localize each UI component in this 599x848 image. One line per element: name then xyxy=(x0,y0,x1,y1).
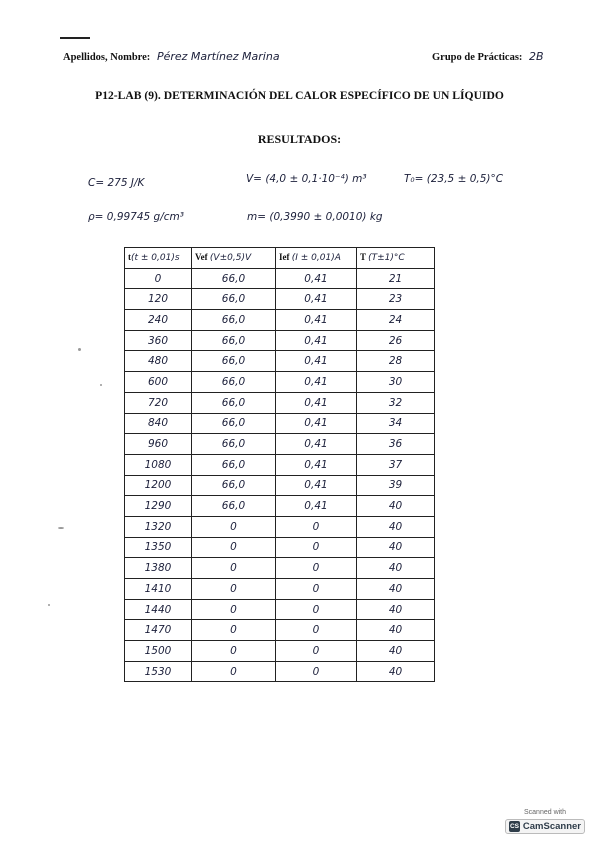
name-label: Apellidos, Nombre: xyxy=(63,52,151,63)
current-cell: 0,41 xyxy=(276,413,357,434)
time-cell: 480 xyxy=(125,351,192,372)
table-row xyxy=(125,392,435,413)
current-cell: 0,41 xyxy=(276,434,357,455)
current-cell: 0,41 xyxy=(276,475,357,496)
voltage-cell: 0 xyxy=(192,599,276,620)
top-margin-line xyxy=(60,37,90,39)
time-cell: 120 xyxy=(125,289,192,310)
temperature-cell: 23 xyxy=(357,289,435,310)
voltage-cell: 0 xyxy=(192,558,276,579)
camscanner-brand: CamScanner xyxy=(522,821,581,832)
header-current-sym: Ief xyxy=(279,252,290,263)
voltage-cell: 66,0 xyxy=(192,289,276,310)
table-row xyxy=(125,434,435,455)
current-cell: 0,41 xyxy=(276,310,357,331)
time-cell: 0 xyxy=(125,268,192,289)
current-cell: 0 xyxy=(276,558,357,579)
current-cell: 0 xyxy=(276,620,357,641)
scan-speck xyxy=(78,348,81,351)
current-cell: 0 xyxy=(276,579,357,600)
table-header-row xyxy=(125,248,435,269)
table-row xyxy=(125,268,435,289)
voltage-cell: 0 xyxy=(192,641,276,662)
time-cell: 840 xyxy=(125,413,192,434)
time-cell: 1410 xyxy=(125,579,192,600)
page-title: P12-LAB (9). DETERMINACIÓN DEL CALOR ESPECÍFICO DE UN LÍQUIDO xyxy=(95,89,504,102)
temperature-cell: 28 xyxy=(357,351,435,372)
header-current-unit: (I ± 0,01)A xyxy=(291,253,341,264)
current-cell: 0,41 xyxy=(276,454,357,475)
table-row xyxy=(125,661,435,682)
voltage-cell: 66,0 xyxy=(192,392,276,413)
scanned-with-text: Scanned with xyxy=(523,809,567,816)
header-temperature-unit: (T±1)°C xyxy=(368,253,405,264)
results-table xyxy=(124,247,435,682)
temperature-cell: 24 xyxy=(357,310,435,331)
table-row xyxy=(125,310,435,331)
time-cell: 720 xyxy=(125,392,192,413)
table-row xyxy=(125,475,435,496)
time-cell: 1470 xyxy=(125,620,192,641)
table-row xyxy=(125,289,435,310)
volume-value: V= (4,0 ± 0,1·10⁻⁴) m³ xyxy=(246,173,367,185)
group-value: 2B xyxy=(529,50,544,63)
table-row xyxy=(125,558,435,579)
header-time-unit: (t ± 0,01)s xyxy=(131,253,180,264)
results-heading: RESULTADOS: xyxy=(257,132,342,146)
current-cell: 0,41 xyxy=(276,372,357,393)
table-row xyxy=(125,537,435,558)
voltage-cell: 66,0 xyxy=(192,413,276,434)
time-cell: 960 xyxy=(125,434,192,455)
camscanner-badge xyxy=(505,819,585,834)
temperature-cell: 26 xyxy=(357,330,435,351)
temperature-cell: 40 xyxy=(357,579,435,600)
temperature-cell: 40 xyxy=(357,661,435,682)
time-cell: 1500 xyxy=(125,641,192,662)
camscanner-watermark xyxy=(505,809,585,839)
camscanner-logo-icon: CS xyxy=(509,823,519,830)
temperature-cell: 40 xyxy=(357,599,435,620)
voltage-cell: 0 xyxy=(192,516,276,537)
temperature-cell: 32 xyxy=(357,392,435,413)
current-cell: 0,41 xyxy=(276,351,357,372)
voltage-cell: 66,0 xyxy=(192,268,276,289)
voltage-cell: 66,0 xyxy=(192,454,276,475)
heat-capacity-value: C= 275 J/K xyxy=(88,177,145,189)
header-time-sym: t xyxy=(128,252,131,263)
scan-speck xyxy=(58,527,64,529)
voltage-cell: 0 xyxy=(192,579,276,600)
temperature-cell: 40 xyxy=(357,496,435,517)
table-body xyxy=(125,268,435,682)
table-row xyxy=(125,351,435,372)
table-row xyxy=(125,496,435,517)
table-row xyxy=(125,413,435,434)
scan-speck xyxy=(48,604,50,606)
current-cell: 0 xyxy=(276,599,357,620)
temperature-cell: 39 xyxy=(357,475,435,496)
voltage-cell: 66,0 xyxy=(192,330,276,351)
current-cell: 0 xyxy=(276,661,357,682)
current-cell: 0,41 xyxy=(276,392,357,413)
current-cell: 0,41 xyxy=(276,496,357,517)
table-row xyxy=(125,641,435,662)
temperature-cell: 40 xyxy=(357,620,435,641)
time-cell: 1290 xyxy=(125,496,192,517)
current-cell: 0 xyxy=(276,516,357,537)
voltage-cell: 66,0 xyxy=(192,310,276,331)
current-cell: 0 xyxy=(276,641,357,662)
header-temperature-sym: T xyxy=(360,252,366,263)
current-cell: 0,41 xyxy=(276,289,357,310)
time-cell: 1080 xyxy=(125,454,192,475)
table-row xyxy=(125,620,435,641)
name-value: Pérez Martínez Marina xyxy=(156,50,280,63)
header-voltage xyxy=(192,248,276,269)
temperature-cell: 36 xyxy=(357,434,435,455)
temperature-cell: 34 xyxy=(357,413,435,434)
header-voltage-unit: (V±0,5)V xyxy=(209,253,252,264)
current-cell: 0,41 xyxy=(276,330,357,351)
temperature-cell: 40 xyxy=(357,641,435,662)
time-cell: 1320 xyxy=(125,516,192,537)
header-voltage-sym: Vef xyxy=(195,252,208,263)
mass-value: m= (0,3990 ± 0,0010) kg xyxy=(247,211,383,223)
voltage-cell: 0 xyxy=(192,661,276,682)
group-field xyxy=(432,50,544,63)
temperature-cell: 37 xyxy=(357,454,435,475)
temperature-cell: 40 xyxy=(357,558,435,579)
voltage-cell: 66,0 xyxy=(192,496,276,517)
temperature-cell: 40 xyxy=(357,537,435,558)
group-label: Grupo de Prácticas: xyxy=(432,52,523,63)
voltage-cell: 66,0 xyxy=(192,434,276,455)
voltage-cell: 0 xyxy=(192,620,276,641)
voltage-cell: 66,0 xyxy=(192,475,276,496)
table-row xyxy=(125,516,435,537)
table-row xyxy=(125,372,435,393)
header-temperature xyxy=(357,248,435,269)
voltage-cell: 66,0 xyxy=(192,351,276,372)
current-cell: 0,41 xyxy=(276,268,357,289)
initial-temperature-value: T₀= (23,5 ± 0,5)°C xyxy=(404,173,504,185)
table-row xyxy=(125,579,435,600)
header-time xyxy=(125,248,192,269)
table-row xyxy=(125,599,435,620)
density-value: ρ= 0,99745 g/cm³ xyxy=(88,211,184,223)
header-current xyxy=(276,248,357,269)
time-cell: 1200 xyxy=(125,475,192,496)
scan-speck xyxy=(100,384,102,386)
time-cell: 1350 xyxy=(125,537,192,558)
time-cell: 1530 xyxy=(125,661,192,682)
time-cell: 1440 xyxy=(125,599,192,620)
voltage-cell: 66,0 xyxy=(192,372,276,393)
time-cell: 360 xyxy=(125,330,192,351)
name-field xyxy=(63,50,280,63)
temperature-cell: 21 xyxy=(357,268,435,289)
temperature-cell: 40 xyxy=(357,516,435,537)
time-cell: 240 xyxy=(125,310,192,331)
temperature-cell: 30 xyxy=(357,372,435,393)
time-cell: 600 xyxy=(125,372,192,393)
time-cell: 1380 xyxy=(125,558,192,579)
table-row xyxy=(125,330,435,351)
voltage-cell: 0 xyxy=(192,537,276,558)
current-cell: 0 xyxy=(276,537,357,558)
table-row xyxy=(125,454,435,475)
